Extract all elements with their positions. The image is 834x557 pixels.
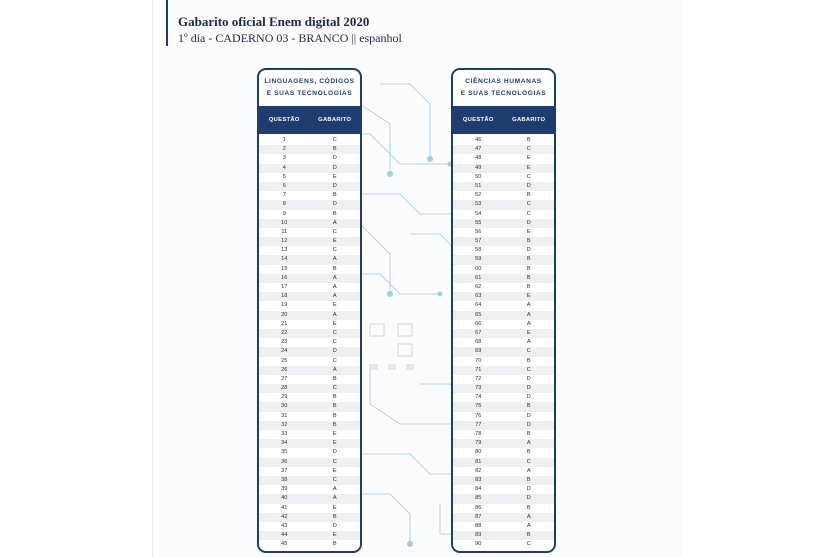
question-number: 62: [475, 284, 482, 290]
answer-letter: C: [332, 137, 337, 143]
question-number: 77: [475, 421, 482, 428]
question-number: 36: [281, 458, 288, 465]
table-row: [259, 347, 360, 356]
table-row: [259, 384, 360, 393]
answer-letter: E: [526, 329, 531, 336]
answer-letter: C: [526, 201, 531, 208]
question-number: 45: [281, 541, 288, 548]
table-row: [259, 210, 360, 219]
table-row: [453, 329, 554, 338]
question-number: 1: [282, 137, 286, 143]
question-number: 48: [475, 155, 482, 162]
answer-table-ciencias-humanas: [451, 68, 556, 553]
table-row: [259, 329, 360, 338]
table-row: [259, 255, 360, 264]
answer-letter: B: [526, 192, 531, 199]
question-number: 4: [282, 164, 286, 171]
answer-letter: D: [526, 486, 531, 493]
answer-letter: B: [526, 265, 531, 272]
answer-letter: E: [526, 293, 531, 300]
answer-letter: E: [526, 155, 531, 162]
table-row: [453, 384, 554, 393]
question-number: 56: [475, 228, 482, 235]
table-row: [453, 164, 554, 173]
table-row: [259, 485, 360, 494]
answer-letter: A: [526, 339, 531, 346]
answer-letter: D: [332, 201, 337, 208]
answer-letter: B: [332, 412, 337, 419]
question-number: 8: [282, 201, 286, 208]
page-subtitle: 1º dia - CADERNO 03 - BRANCO || espanhol: [178, 31, 402, 45]
answer-letter: A: [526, 320, 531, 327]
question-number: 30: [281, 403, 288, 410]
answer-letter: A: [526, 522, 531, 529]
answer-letter: E: [332, 173, 337, 180]
title-accent-bar: [166, 0, 168, 46]
question-number: 84: [475, 486, 482, 493]
table-row: [453, 274, 554, 283]
question-number: 85: [475, 495, 482, 502]
table-header: [259, 106, 360, 134]
table-title-line1: LINGUAGENS, CÓDIGOS: [264, 78, 355, 85]
table-body: [453, 134, 554, 549]
table-row: [259, 219, 360, 228]
answer-letter: E: [332, 320, 337, 327]
table-row: [453, 531, 554, 540]
answer-letter: B: [526, 284, 531, 290]
question-number: 47: [475, 146, 482, 153]
table-row: [259, 154, 360, 163]
question-number: 41: [281, 504, 288, 511]
answer-letter: A: [526, 302, 531, 309]
table-header: [453, 106, 554, 134]
answer-letter: B: [526, 532, 531, 539]
table-row: [453, 154, 554, 163]
table-row: [259, 439, 360, 448]
table-row: [453, 338, 554, 347]
table-row: [259, 494, 360, 503]
answer-letter: B: [332, 265, 337, 272]
question-number: 3: [282, 155, 286, 162]
question-number: 69: [475, 348, 482, 355]
table-row: [453, 357, 554, 366]
answer-letter: E: [526, 228, 531, 235]
question-number: 10: [281, 219, 288, 226]
answer-letter: D: [526, 375, 531, 382]
answer-letter: A: [332, 293, 337, 300]
question-number: 68: [475, 339, 482, 346]
question-number: 26: [281, 366, 288, 373]
answer-letter: B: [332, 394, 337, 401]
answer-letter: E: [332, 532, 337, 539]
answer-letter: D: [526, 495, 531, 502]
table-row: [259, 412, 360, 421]
table-row: [259, 513, 360, 522]
answer-letter: C: [332, 339, 337, 346]
answer-letter: C: [526, 458, 531, 465]
answer-letter: E: [526, 164, 531, 171]
question-number: 27: [281, 375, 288, 382]
question-number: 70: [475, 357, 482, 364]
answer-table-linguagens: [257, 68, 362, 553]
table-row: [259, 458, 360, 467]
table-row: [259, 191, 360, 200]
question-number: 65: [475, 311, 482, 318]
table-row: [453, 494, 554, 503]
table-row: [453, 292, 554, 301]
answer-letter: C: [332, 458, 337, 465]
answer-letter: A: [332, 366, 337, 373]
answer-letter: D: [332, 449, 337, 456]
answer-letter: E: [332, 467, 337, 474]
answer-letter: A: [332, 486, 337, 493]
table-row: [259, 320, 360, 329]
answer-letter: D: [526, 421, 531, 428]
answer-letter: E: [332, 440, 337, 447]
answer-letter: A: [332, 311, 337, 318]
table-row: [453, 402, 554, 411]
question-number: 17: [281, 284, 288, 290]
table-row: [259, 136, 360, 145]
question-number: 32: [281, 421, 288, 428]
table-row: [259, 145, 360, 154]
answer-letter: B: [526, 256, 531, 263]
question-number: 71: [475, 366, 482, 373]
question-number: 35: [281, 449, 288, 456]
answer-letter: E: [332, 302, 337, 309]
table-row: [259, 531, 360, 540]
table-row: [259, 164, 360, 173]
question-number: 63: [475, 293, 482, 300]
question-number: 15: [281, 265, 288, 272]
answer-letter: D: [526, 394, 531, 401]
table-row: [453, 237, 554, 246]
answer-letter: E: [332, 504, 337, 511]
answer-letter: C: [526, 210, 531, 217]
answer-letter: A: [332, 256, 337, 263]
table-title: [259, 70, 360, 106]
answer-letter: D: [332, 164, 337, 171]
question-number: 81: [475, 458, 482, 465]
answer-letter: E: [332, 431, 337, 437]
answer-letter: C: [526, 173, 531, 180]
table-row: [259, 246, 360, 255]
table-row: [453, 540, 554, 549]
answer-letter: D: [332, 155, 337, 162]
table-body: [259, 134, 360, 549]
table-row: [453, 347, 554, 356]
table-row: [259, 292, 360, 301]
table-row: [453, 375, 554, 384]
table-row: [259, 311, 360, 320]
answer-letter: B: [526, 403, 531, 410]
answer-letter: B: [526, 449, 531, 456]
answer-letter: B: [332, 421, 337, 428]
table-row: [259, 366, 360, 375]
answer-letter: B: [526, 504, 531, 511]
table-row: [259, 448, 360, 457]
question-number: 37: [281, 467, 288, 474]
table-row: [259, 476, 360, 485]
table-row: [453, 467, 554, 476]
answer-letter: D: [332, 522, 337, 529]
answer-letter: D: [526, 182, 531, 189]
question-number: 39: [281, 486, 288, 493]
column-header-answer: GABARITO: [318, 117, 352, 123]
table-row: [453, 191, 554, 200]
answer-letter: A: [332, 284, 337, 290]
table-row: [259, 265, 360, 274]
question-number: 13: [281, 247, 288, 254]
table-row: [259, 430, 360, 439]
answer-letter: C: [332, 357, 337, 364]
question-number: 34: [281, 440, 288, 447]
question-number: 33: [281, 431, 288, 437]
question-number: 7: [282, 192, 286, 199]
answer-letter: C: [332, 228, 337, 235]
question-number: 60: [475, 265, 482, 272]
answer-letter: C: [332, 329, 337, 336]
question-number: 57: [475, 238, 482, 245]
table-row: [453, 301, 554, 310]
answer-letter: B: [526, 238, 531, 245]
table-row: [453, 448, 554, 457]
question-number: 78: [475, 431, 482, 437]
question-number: 87: [475, 513, 482, 520]
question-number: 43: [281, 522, 288, 529]
question-number: 16: [281, 274, 288, 281]
question-number: 22: [281, 329, 288, 336]
answer-letter: C: [526, 366, 531, 373]
table-row: [259, 200, 360, 209]
table-row: [453, 412, 554, 421]
question-number: 79: [475, 440, 482, 447]
question-number: 83: [475, 476, 482, 483]
question-number: 46: [475, 137, 482, 143]
question-number: 51: [475, 182, 482, 189]
answer-letter: B: [332, 375, 337, 382]
question-number: 52: [475, 192, 482, 199]
answer-letter: A: [526, 467, 531, 474]
column-header-question: QUESTÃO: [268, 117, 300, 123]
table-row: [259, 393, 360, 402]
answer-letter: D: [332, 182, 337, 189]
table-row: [259, 467, 360, 476]
table-row: [259, 504, 360, 513]
answer-letter: A: [332, 274, 337, 281]
table-row: [259, 237, 360, 246]
table-row: [259, 182, 360, 191]
question-number: 82: [475, 467, 482, 474]
table-row: [453, 421, 554, 430]
answer-letter: B: [526, 357, 531, 364]
answer-letter: B: [526, 476, 531, 483]
table-row: [259, 357, 360, 366]
table-row: [259, 301, 360, 310]
table-row: [453, 366, 554, 375]
table-row: [453, 283, 554, 292]
question-number: 73: [475, 385, 482, 392]
question-number: 53: [475, 201, 482, 208]
question-number: 9: [282, 210, 286, 217]
table-row: [453, 458, 554, 467]
table-row: [453, 145, 554, 154]
question-number: 86: [475, 504, 482, 511]
table-row: [453, 182, 554, 191]
question-number: 12: [281, 238, 288, 245]
answer-letter: C: [526, 541, 531, 548]
answer-letter: D: [526, 219, 531, 226]
answer-letter: D: [526, 412, 531, 419]
answer-letter: C: [332, 476, 337, 483]
answer-letter: D: [526, 247, 531, 254]
table-row: [453, 228, 554, 237]
table-row: [259, 375, 360, 384]
question-number: 19: [281, 302, 288, 309]
answer-letter: A: [332, 219, 337, 226]
table-row: [453, 136, 554, 145]
table-title: [453, 70, 554, 106]
question-number: 11: [281, 228, 288, 235]
table-row: [453, 485, 554, 494]
table-row: [453, 476, 554, 485]
question-number: 23: [281, 339, 288, 346]
question-number: 6: [282, 182, 286, 189]
answer-letter: B: [332, 541, 337, 548]
table-row: [453, 255, 554, 264]
question-number: 72: [475, 375, 482, 382]
answer-letter: A: [526, 513, 531, 520]
table-row: [259, 283, 360, 292]
header: [178, 14, 402, 46]
answer-letter: B: [332, 210, 337, 217]
answer-letter: B: [332, 192, 337, 199]
table-row: [453, 219, 554, 228]
question-number: 21: [281, 320, 288, 327]
table-row: [453, 439, 554, 448]
answer-letter: C: [526, 348, 531, 355]
table-row: [453, 265, 554, 274]
page-left-border: [152, 0, 153, 557]
question-number: 14: [281, 256, 288, 263]
answer-letter: B: [526, 431, 531, 437]
answer-letter: A: [526, 311, 531, 318]
answer-letter: B: [332, 513, 337, 520]
table-title-line2: E SUAS TECNOLOGIAS: [266, 90, 353, 97]
question-number: 38: [281, 476, 288, 483]
question-number: 44: [281, 532, 288, 539]
answer-letter: A: [332, 495, 337, 502]
answer-letter: B: [526, 274, 531, 281]
question-number: 2: [282, 146, 286, 153]
question-number: 76: [475, 412, 482, 419]
table-row: [259, 228, 360, 237]
answer-letter: B: [332, 146, 337, 153]
question-number: 75: [475, 403, 482, 410]
question-number: 66: [475, 320, 482, 327]
question-number: 58: [475, 247, 482, 254]
answer-letter: D: [332, 348, 337, 355]
table-row: [259, 540, 360, 549]
question-number: 25: [281, 357, 288, 364]
table-row: [259, 421, 360, 430]
answer-letter: B: [526, 137, 531, 143]
table-row: [259, 338, 360, 347]
question-number: 28: [281, 385, 288, 392]
question-number: 80: [475, 449, 482, 456]
table-row: [453, 513, 554, 522]
table-row: [453, 311, 554, 320]
table-row: [453, 430, 554, 439]
table-row: [259, 274, 360, 283]
answer-letter: A: [526, 440, 531, 447]
question-number: 31: [281, 412, 288, 419]
question-number: 5: [282, 173, 286, 180]
table-title-line2: E SUAS TECNOLOGIAS: [460, 90, 547, 97]
table-row: [453, 200, 554, 209]
question-number: 88: [475, 522, 482, 529]
page-title: Gabarito oficial Enem digital 2020: [178, 14, 370, 29]
table-row: [453, 210, 554, 219]
question-number: 24: [281, 348, 288, 355]
table-row: [453, 320, 554, 329]
question-number: 20: [281, 311, 288, 318]
question-number: 74: [475, 394, 482, 401]
table-row: [259, 402, 360, 411]
question-number: 42: [281, 513, 288, 520]
question-number: 67: [475, 329, 482, 336]
table-row: [259, 173, 360, 182]
answer-letter: C: [332, 247, 337, 254]
question-number: 59: [475, 256, 482, 263]
question-number: 89: [475, 532, 482, 539]
answer-letter: E: [332, 238, 337, 245]
table-row: [453, 504, 554, 513]
table-title-line1: CIÊNCIAS HUMANAS: [465, 78, 542, 85]
column-header-answer: GABARITO: [512, 117, 546, 123]
question-number: 29: [281, 394, 288, 401]
answer-letter: D: [526, 385, 531, 392]
question-number: 54: [475, 210, 482, 217]
question-number: 90: [475, 541, 482, 548]
answer-letter: C: [526, 146, 531, 153]
question-number: 55: [475, 219, 482, 226]
table-row: [453, 393, 554, 402]
question-number: 40: [281, 495, 288, 502]
question-number: 64: [475, 302, 482, 309]
table-row: [259, 522, 360, 531]
table-row: [453, 522, 554, 531]
answer-letter: C: [332, 385, 337, 392]
table-row: [453, 246, 554, 255]
column-header-question: QUESTÃO: [462, 117, 494, 123]
question-number: 49: [475, 164, 482, 171]
question-number: 18: [281, 293, 288, 300]
table-row: [453, 173, 554, 182]
answer-letter: B: [332, 403, 337, 410]
question-number: 61: [475, 274, 482, 281]
question-number: 50: [475, 173, 482, 180]
